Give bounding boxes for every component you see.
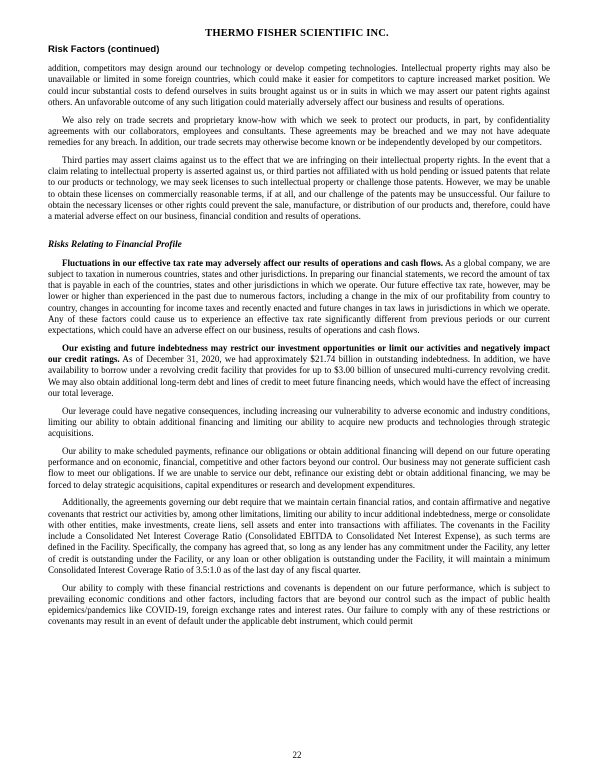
paragraph-lead-indebtedness: Our existing and future indebtedness may restrict our investment opportunities or limit our activities and negatively impact our credit ratings.: [48, 342, 550, 364]
subheading-financial-profile: Risks Relating to Financial Profile: [48, 240, 182, 251]
paragraph-tax-rate: [48, 258, 550, 337]
company-header: THERMO FISHER SCIENTIFIC INC.: [205, 28, 389, 39]
page-number: 22: [292, 750, 302, 760]
paragraph-lead-tax-rate: Fluctuations in our effective tax rate may adversely affect our results of operations and cash flows.: [62, 257, 443, 268]
paragraph-text-tax-rate: As a global company, we are subject to taxation in numerous countries, states and other jurisdictions. In preparing our financial statements, we record the amount of tax that is payable in each of the countries, states and other jurisdictions in which we operate. Our future effective tax rate, however, may be lower or higher than experienced in the past due to numerous factors, including a change in the mix of our profitability from country to country, changes in accounting for income taxes and recently enacted and future changes in tax laws in jurisdictions in which we operate. Any of these factors could cause us to experience an effective tax rate significantly different from previous periods or our current expectations, which could have an adverse effect on our business, results of operations and cash flows.: [48, 257, 550, 335]
paragraph-text-indebtedness: As of December 31, 2020, we had approximately $21.74 billion in outstanding indebtedness. In addition, we have availability to borrow under a revolving credit facility that provides for up to $3.00 billion of unsecured multi-currency revolving credit. We may also obtain additional long-term debt and lines of credit to meet future financing needs, which would have the effect of increasing our total leverage.: [48, 354, 550, 398]
document-body: [48, 63, 550, 634]
paragraph-indebtedness: [48, 343, 550, 399]
paragraph-continued: addition, competitors may design around our technology or develop competing technologies. Intellectual property rights may also be unavailable or limited in some foreign countries, which could make it easier for competitors to capture increased market position. We could incur substantial costs to defend ourselves in suits brought against us or in suits in which we may assert our patent rights against others. An unfavorable outcome of any such litigation could materially adversely affect our business and results of operations.: [48, 63, 550, 107]
section-title: Risk Factors (continued): [48, 44, 160, 55]
paragraph-scheduled-payments: Our ability to make scheduled payments, refinance our obligations or obtain additional financing will depend on our future operating performance and on economic, financial, competitive and other factors beyond our control. Our business may not generate sufficient cash flow to meet our obligations. If we are unable to service our debt, refinance our existing debt or obtain additional financing, we may be forced to delay strategic acquisitions, capital expenditures or research and development expenditures.: [48, 445, 550, 490]
paragraph-trade-secrets: We also rely on trade secrets and proprietary know-how with which we seek to protect our products, in part, by confidentiality agreements with our collaborators, employees and consultants. These agreements may be breached and we may not have adequate remedies for any breach. In addition, our trade secrets may otherwise become known or be independently developed by our competitors.: [48, 114, 550, 147]
paragraph-third-party-claims: Third parties may assert claims against us to the effect that we are infringing on their intellectual property rights. In the event that a claim relating to intellectual property is asserted against us, or third parties not affiliated with us hold pending or issued patents that relate to our products or technology, we may seek licenses to such intellectual property or challenge those patents. However, we may be unable to obtain these licenses on commercially reasonable terms, if at all, and our challenge of the patents may be unsuccessful. Our failure to obtain the necessary licenses or other rights could prevent the sale, manufacture, or distribution of our products and, therefore, could have a material adverse effect on our business, financial condition and results of operations.: [48, 154, 550, 221]
paragraph-covenants: Additionally, the agreements governing our debt require that we maintain certain financial ratios, and contain affirmative and negative covenants that restrict our activities by, among other limitations, limiting our ability to incur additional indebtedness, merge or consolidate with other entities, make investments, create liens, sell assets and enter into transactions with affiliates. The covenants in the Facility include a Consolidated Net Interest Coverage Ratio (Consolidated EBITDA to Consolidated Net Interest Expense), as such terms are defined in the Facility. Specifically, the company has agreed that, so long as any lender has any commitment under the Facility, any letter of credit is outstanding under the Facility, or any loan or other obligation is outstanding under the Facility, it will maintain a minimum Consolidated Interest Coverage Ratio of 3.5:1.0 as of the last day of any fiscal quarter.: [48, 497, 550, 575]
paragraph-compliance: Our ability to comply with these financial restrictions and covenants is dependent on our future performance, which is subject to prevailing economic conditions and other factors, including factors that are beyond our control such as the impact of public health epidemics/pandemics like COVID-19, foreign exchange rates and interest rates. Our failure to comply with any of these restrictions or covenants may result in an event of default under the applicable debt instrument, which could permit: [48, 582, 550, 627]
paragraph-leverage: Our leverage could have negative consequences, including increasing our vulnerability to adverse economic and industry conditions, limiting our ability to obtain additional financing and limiting our ability to acquire new products and technologies through strategic acquisitions.: [48, 405, 550, 438]
